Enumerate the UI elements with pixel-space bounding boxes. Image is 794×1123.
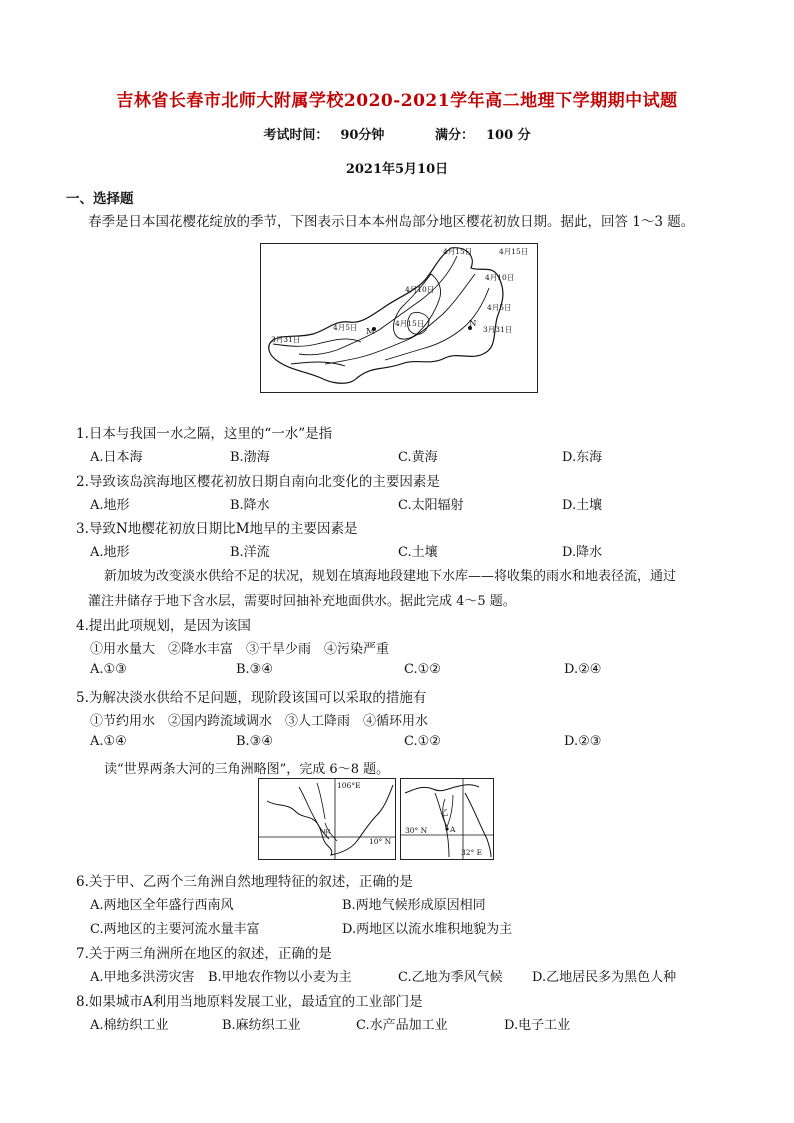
question-6-stem: 6.关于甲、乙两个三角洲自然地理特征的叙述，正确的是 xyxy=(76,874,413,890)
q1-option-b[interactable]: B.渤海 xyxy=(230,450,270,465)
q7-option-b[interactable]: B.甲地农作物以小麦为主 xyxy=(208,970,352,985)
q6-option-b[interactable]: B.两地气候形成原因相同 xyxy=(342,898,486,913)
q2-option-b[interactable]: B.降水 xyxy=(230,498,270,513)
q3-option-a[interactable]: A.地形 xyxy=(90,545,130,560)
map-label: 4月10日 xyxy=(405,285,435,294)
map-label: 3月31日 xyxy=(483,325,513,334)
delta-map-right-svg xyxy=(401,779,493,859)
q5-option-b[interactable]: B.③④ xyxy=(236,734,273,749)
q3-option-c[interactable]: C.土壤 xyxy=(398,545,438,560)
question-5-stem: 5.为解决淡水供给不足问题，现阶段该国可以采取的措施有 xyxy=(76,690,427,706)
map-label: 4月15日 xyxy=(499,247,529,256)
delta-map-left xyxy=(258,778,396,860)
label-a: A xyxy=(450,825,456,834)
exam-time-value: 90分钟 xyxy=(340,128,385,143)
label-106e: 106°E xyxy=(337,781,361,790)
delta-map-left-svg xyxy=(259,779,395,859)
q1-option-a[interactable]: A.日本海 xyxy=(90,450,143,465)
map-label: 4月5日 xyxy=(333,323,358,332)
map-label: 4月10日 xyxy=(485,273,515,282)
question-7-stem: 7.关于两三角洲所在地区的叙述，正确的是 xyxy=(76,946,332,962)
q2-option-c[interactable]: C.太阳辐射 xyxy=(398,498,464,513)
q8-option-d[interactable]: D.电子工业 xyxy=(504,1018,571,1033)
q3-option-b[interactable]: B.洋流 xyxy=(230,545,270,560)
exam-date: 2021年5月10日 xyxy=(345,162,449,177)
q8-option-b[interactable]: B.麻纺织工业 xyxy=(222,1018,301,1033)
q5-choices: ①节约用水 ②国内跨流域调水 ③人工降雨 ④循环用水 xyxy=(90,714,429,729)
intro-deltas: 读“世界两条大河的三角洲略图”，完成 6～8 题。 xyxy=(104,762,390,777)
section-title: 一、选择题 xyxy=(66,191,134,207)
q4-option-c[interactable]: C.①② xyxy=(404,662,441,677)
intro-singapore-line2: 灌注井储存于地下含水层，需要时回抽补充地面供水。据此完成 4～5 题。 xyxy=(88,594,516,609)
exam-meta xyxy=(0,124,794,143)
q6-option-c[interactable]: C.两地区的主要河流水量丰富 xyxy=(90,922,260,937)
q8-option-a[interactable]: A.棉纺织工业 xyxy=(90,1018,169,1033)
q7-option-c[interactable]: C.乙地为季风气候 xyxy=(398,970,503,985)
q7-option-a[interactable]: A.甲地多洪涝灾害 xyxy=(90,970,195,985)
full-score-value: 100 分 xyxy=(485,128,531,143)
question-2-stem: 2.导致该岛滨海地区樱花初放日期自南向北变化的主要因素是 xyxy=(76,474,440,490)
q6-option-a[interactable]: A.两地区全年盛行西南风 xyxy=(90,898,234,913)
intro-sakura: 春季是日本国花樱花绽放的季节，下图表示日本本州岛部分地区樱花初放日期。据此，回答 1～3 题。 xyxy=(88,214,695,230)
question-1-stem: 1.日本与我国一水之隔，这里的“一水”是指 xyxy=(76,426,333,442)
q5-option-c[interactable]: C.①② xyxy=(404,734,441,749)
label-jia: 甲 xyxy=(323,828,331,837)
q4-choices: ①用水量大 ②降水丰富 ③干旱少雨 ④污染严重 xyxy=(90,642,390,657)
exam-time-label: 考试时间： xyxy=(263,128,329,143)
delta-map-right xyxy=(400,778,494,860)
q7-option-d[interactable]: D.乙地居民多为黑色人种 xyxy=(532,970,677,985)
question-4-stem: 4.提出此项规划，是因为该国 xyxy=(76,618,251,634)
intro-singapore-line1: 新加坡为改变淡水供给不足的状况，规划在填海地段建地下水库——将收集的雨水和地表径流，通过 xyxy=(104,569,677,584)
page-title: 吉林省长春市北师大附属学校2020-2021学年高二地理下学期期中试题 xyxy=(116,91,678,111)
label-yi: 乙 xyxy=(441,808,449,817)
q2-option-d[interactable]: D.土壤 xyxy=(562,498,603,513)
q5-option-d[interactable]: D.②③ xyxy=(564,734,602,749)
map-label: 3月31日 xyxy=(271,335,301,344)
q1-option-d[interactable]: D.东海 xyxy=(562,450,603,465)
map-label-m: M xyxy=(366,327,375,337)
sakura-map-svg xyxy=(261,244,537,392)
map-label-n: N xyxy=(469,319,477,329)
q1-option-c[interactable]: C.黄海 xyxy=(398,450,438,465)
q5-option-a[interactable]: A.①④ xyxy=(90,734,127,749)
question-8-stem: 8.如果城市A利用当地原料发展工业，最适宜的工业部门是 xyxy=(76,994,423,1010)
label-30n: 30° N xyxy=(405,826,428,835)
full-score-label: 满分： xyxy=(434,128,474,143)
q6-option-d[interactable]: D.两地区以流水堆积地貌为主 xyxy=(342,922,513,937)
q4-option-b[interactable]: B.③④ xyxy=(236,662,273,677)
sakura-map xyxy=(260,243,538,393)
map-label: 4月15日 xyxy=(395,319,425,328)
point-a xyxy=(445,827,448,830)
map-label: 4月5日 xyxy=(487,303,512,312)
q3-option-d[interactable]: D.降水 xyxy=(562,545,603,560)
q4-option-d[interactable]: D.②④ xyxy=(564,662,602,677)
label-10n: 10° N xyxy=(369,837,392,846)
question-3-stem: 3.导致N地樱花初放日期比M地早的主要因素是 xyxy=(76,521,358,537)
label-32e: 32° E xyxy=(461,848,483,857)
q4-option-a[interactable]: A.①③ xyxy=(90,662,127,677)
q2-option-a[interactable]: A.地形 xyxy=(90,498,130,513)
map-label: 4月15日 xyxy=(443,247,473,256)
q8-option-c[interactable]: C.水产品加工业 xyxy=(356,1018,448,1033)
